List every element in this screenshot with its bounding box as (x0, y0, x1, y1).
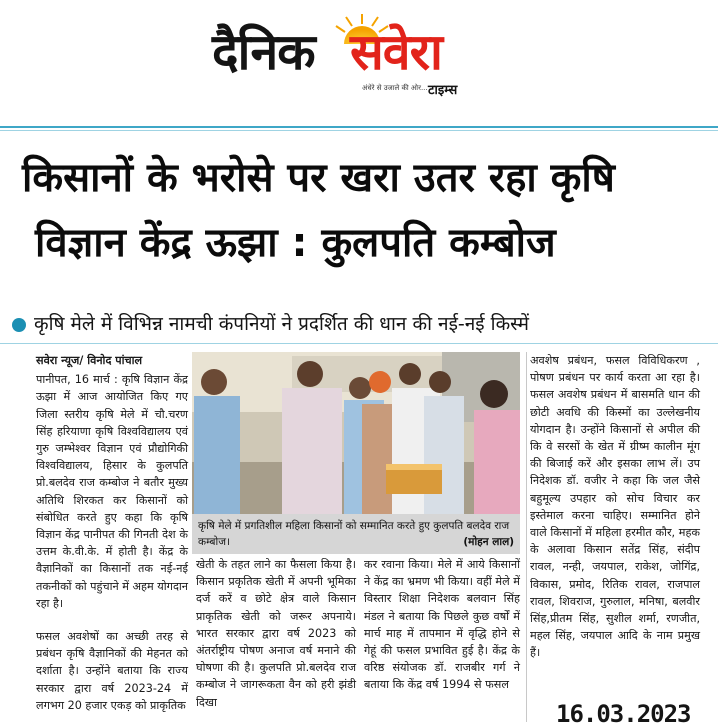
article-paragraph-5: अवशेष प्रबंधन, फसल विविधिकरण , पोषण प्रबंधन पर कार्य करता आ रहा है। फसल अवशेष प्रबंधन में बासमति धान की छोटी अवधि की किस्मों का उल्लेखनीय योगदान है। उन्होंने किसानों से अपील की कि वे सरसों के खेत में ग्रीष्म कालीन मूंग की बिजाई करें और इसका लाभ लें। उप निदेशक डॉ. वजीर ने कहा कि जल जैसे बहुमूल्य उपहार को सोच विचार कर इस्तेमाल करना चाहिए। सम्मानित होने वाले किसानों में महिला हरमीत कौर, महक के अलावा किसान सतेंद्र सिंह, संदीप रावल, नन्ही, जयपाल, राकेश, जोगिंद्र, विकास, प्रमोद, रितिक रावल, राजपाल रावल, शिवराज, गुरुलाल, मनिषा, बलवीर सिंह,प्रीतम सिंह, सुशील शर्मा, रणजीत, महल सिंह, जयपाल आदि के नाम प्रमुख हैं। (530, 354, 700, 660)
masthead-suffix: टाइम्स (428, 83, 458, 98)
masthead-tagline: अंधेरे से उजाले की ओर... (362, 84, 428, 92)
article-column-1 (36, 352, 188, 612)
column-divider (526, 352, 527, 722)
masthead-name-part1: दैनिक (212, 23, 315, 81)
article-paragraph-1: पानीपत, 16 मार्च : कृषि विज्ञान केंद्र ऊझा में आज आयोजित किए गए जिला स्तरीय कृषि मेले में चौ.चरण सिंह हरियाणा कृषि विश्वविद्यालय एवं गुरु जम्भेश्वर विज्ञान एवं प्रौद्योगिकी विश्वविद्यालय, हिसार के कुलपति प्रो.बलदेव राज कम्बोज ने बतौर मुख्य अतिथि शिरकत कर किसानों को संबोधित करते हुए कहा कि कृषि विज्ञान केंद्र पानीपत की गिनती देश के उत्तम के.वी.के. में होती है। केंद्र के वैज्ञानिकों का किसानों तक नई-नई तकनीकों को पहुंचाने में अहम योगदान रहा है। (36, 373, 188, 610)
photo-credit: (मोहन लाल) (463, 536, 514, 548)
headline-line2: विज्ञान केंद्र ऊझा : कुलपति कम्बोज (35, 220, 556, 266)
subheadline-rule (0, 343, 718, 344)
bullet-dot-icon (12, 318, 26, 332)
date-stamp: 16.03.2023 (556, 700, 691, 728)
article-column-4 (530, 352, 700, 662)
byline: सवेरा न्यूज/ विनोद पांचाल (36, 354, 143, 367)
article-column-3 (364, 556, 520, 694)
masthead-name-part2: सवेरा (350, 23, 442, 81)
event-photo (192, 352, 520, 514)
headline-line1: किसानों के भरोसे पर खरा उतर रहा कृषि (22, 155, 615, 201)
article-paragraph-2: फसल अवशेषों का अच्छी तरह से प्रबंधन कृषि वैज्ञानिकों की मेहनत को दर्शाता है। उन्होंने बताया कि राज्य सरकार द्वारा वर्ष 2023-24 में लगभग 20 हजार एकड़ को प्राकृतिक (36, 630, 188, 712)
article-column-1-cont (36, 628, 188, 714)
subheadline: कृषि मेले में विभिन्न नामची कंपनियों ने प्रदर्शित की धान की नई-नई किस्में (34, 313, 529, 335)
masthead-rule-secondary (0, 130, 718, 131)
article-paragraph-4: कर रवाना किया। मेले में आये किसानों ने केंद्र का भ्रमण भी किया। वहीं मेले में विस्तार शिक्षा निदेशक बलवान सिंह मंडल ने बताया कि पिछले कुछ वर्षों में मार्च माह में तापमान में वृद्धि होने से गेहूं की फसल प्रभावित हुई है। केंद्र के वरिष्ठ संयोजक डॉ. राजबीर गर्ग ने बताया कि केंद्र वर्ष 1994 से फसल (364, 558, 520, 692)
masthead-rule (0, 126, 718, 128)
article-paragraph-3: खेती के तहत लाने का फैसला किया है। किसान प्रकृतिक खेती में अपनी भूमिका दर्ज करें व छोटे क्षेत्र वाले किसान प्राकृतिक खेती को जरूर अपनाये। भारत सरकार द्वारा वर्ष 2023 को अंतर्राष्ट्रीय पोषण अनाज वर्ष मनाने की घोषणा की है। कुलपति प्रो.बलदेव राज कम्बोज ने जागरूकता वैन को हरी झंडी दिखा (196, 558, 356, 709)
photo-caption-text: कृषि मेले में प्रगतिशील महिला किसानों को सम्मानित करते हुए कुलपति बलदेव राज कम्बोज। (198, 520, 510, 548)
article-column-2 (196, 556, 356, 711)
photo-caption (192, 514, 520, 554)
